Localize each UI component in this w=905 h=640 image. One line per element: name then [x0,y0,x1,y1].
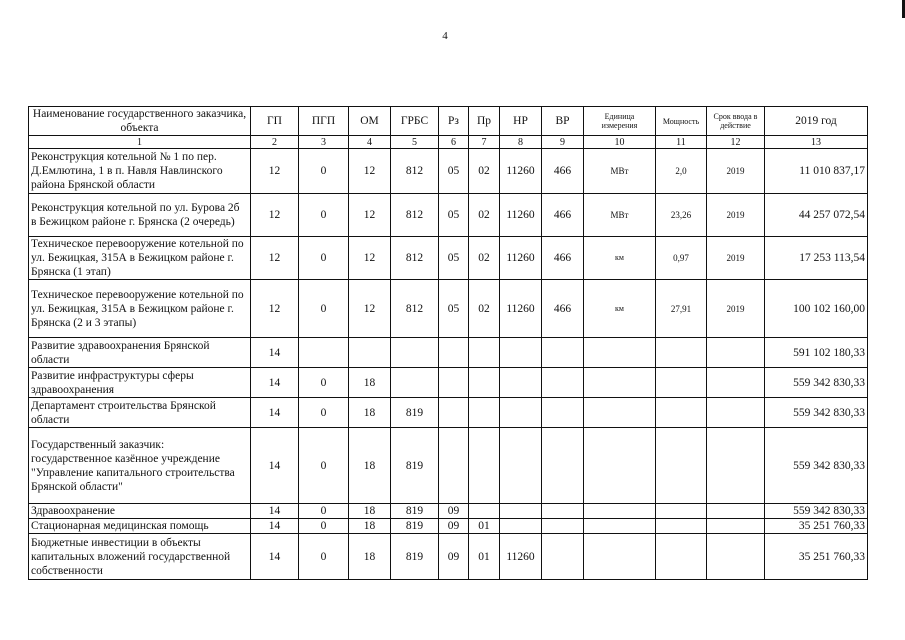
column-number: 8 [500,136,542,149]
header-unit: Единица измерения [584,107,656,136]
cell-capacity: 27,91 [656,280,707,338]
cell-om: 18 [349,504,391,519]
cell-name: Реконструкция котельной по ул. Бурова 2б в Бежицком районе г. Брянска (2 очередь) [29,194,251,237]
cell-commission [707,368,765,398]
cell-amount: 559 342 830,33 [765,368,868,398]
cell-gp: 12 [251,280,299,338]
cell-pr [469,398,500,428]
cell-capacity: 23,26 [656,194,707,237]
cell-amount: 559 342 830,33 [765,504,868,519]
cell-capacity [656,519,707,534]
cell-gp: 14 [251,338,299,368]
column-number: 4 [349,136,391,149]
table-row [29,534,868,580]
cell-om: 18 [349,428,391,504]
cell-om: 18 [349,534,391,580]
column-number: 9 [542,136,584,149]
cell-name: Техническое перевооружение котельной по ул. Бежицкая, 315А в Бежицком районе г. Брянска (1 этап) [29,237,251,280]
cell-nr [500,504,542,519]
cell-vr [542,368,584,398]
cell-amount: 35 251 760,33 [765,519,868,534]
cell-pr [469,428,500,504]
cell-ppgp: 0 [299,237,349,280]
cell-gp: 14 [251,534,299,580]
cell-commission: 2019 [707,280,765,338]
header-vr: ВР [542,107,584,136]
cell-nr [500,519,542,534]
cell-grbs: 812 [391,149,439,194]
cell-ppgp: 0 [299,398,349,428]
cell-name: Департамент строительства Брянской области [29,398,251,428]
cell-gp: 14 [251,428,299,504]
cell-commission [707,519,765,534]
cell-vr: 466 [542,194,584,237]
cell-unit: МВт [584,194,656,237]
header-name: Наименование государственного заказчика, объекта [29,107,251,136]
cell-pr: 02 [469,280,500,338]
cell-commission: 2019 [707,237,765,280]
cell-capacity [656,428,707,504]
cell-pr: 02 [469,237,500,280]
cell-om: 18 [349,519,391,534]
cell-unit: км [584,237,656,280]
cell-capacity [656,338,707,368]
header-grbs: ГРБС [391,107,439,136]
column-number-row [29,136,868,149]
cell-om [349,338,391,368]
cell-vr: 466 [542,280,584,338]
header-ppgp: ПГП [299,107,349,136]
cell-nr [500,398,542,428]
column-number: 2 [251,136,299,149]
cell-amount: 17 253 113,54 [765,237,868,280]
header-rz: Рз [439,107,469,136]
cell-vr: 466 [542,149,584,194]
cell-om: 12 [349,194,391,237]
page-number: 4 [442,30,448,42]
cell-capacity [656,368,707,398]
cell-rz [439,398,469,428]
header-om: ОМ [349,107,391,136]
cell-vr [542,428,584,504]
cell-unit [584,398,656,428]
cell-grbs: 819 [391,504,439,519]
cell-commission [707,534,765,580]
cell-rz [439,338,469,368]
cell-amount: 591 102 180,33 [765,338,868,368]
cell-capacity [656,398,707,428]
cell-grbs: 819 [391,519,439,534]
cell-gp: 14 [251,398,299,428]
cell-vr [542,534,584,580]
cell-rz: 05 [439,237,469,280]
header-gp: ГП [251,107,299,136]
cell-name: Государственный заказчик: государственное казённое учреждение "Управление капитального строительства Брянской области" [29,428,251,504]
cell-gp: 14 [251,519,299,534]
cell-nr [500,338,542,368]
cell-grbs [391,338,439,368]
cell-name: Реконструкция котельной № 1 по пер. Д.Емлютина, 1 в п. Навля Навлинского района Брянской области [29,149,251,194]
cell-grbs: 819 [391,534,439,580]
cell-om: 18 [349,368,391,398]
cell-grbs: 812 [391,237,439,280]
cell-commission [707,428,765,504]
cell-grbs: 819 [391,398,439,428]
cell-vr [542,398,584,428]
cell-ppgp: 0 [299,368,349,398]
cell-amount: 100 102 160,00 [765,280,868,338]
cell-capacity [656,504,707,519]
budget-table [28,106,868,580]
cell-pr [469,338,500,368]
column-number: 5 [391,136,439,149]
header-capacity: Мощность [656,107,707,136]
cell-gp: 12 [251,149,299,194]
cell-vr: 466 [542,237,584,280]
cell-rz: 09 [439,534,469,580]
cell-ppgp [299,338,349,368]
cell-vr [542,504,584,519]
cell-commission [707,338,765,368]
cell-vr [542,519,584,534]
cell-vr [542,338,584,368]
cell-om: 12 [349,149,391,194]
cell-nr: 11260 [500,149,542,194]
column-number: 12 [707,136,765,149]
cell-name: Развитие здравоохранения Брянской области [29,338,251,368]
cell-om: 18 [349,398,391,428]
cell-amount: 559 342 830,33 [765,398,868,428]
cell-nr: 11260 [500,534,542,580]
cell-unit: км [584,280,656,338]
cell-gp: 14 [251,504,299,519]
cell-grbs: 812 [391,194,439,237]
cell-gp: 12 [251,237,299,280]
cell-rz [439,368,469,398]
cell-rz [439,428,469,504]
cell-unit [584,338,656,368]
column-number: 10 [584,136,656,149]
cell-grbs: 812 [391,280,439,338]
cell-name: Бюджетные инвестиции в объекты капитальных вложений государственной собственности [29,534,251,580]
header-commission: Срок ввода в действие [707,107,765,136]
cell-unit: МВт [584,149,656,194]
header-year: 2019 год [765,107,868,136]
cell-ppgp: 0 [299,280,349,338]
table-row [29,398,868,428]
cell-ppgp: 0 [299,428,349,504]
cell-nr: 11260 [500,280,542,338]
cell-nr [500,368,542,398]
cell-nr: 11260 [500,194,542,237]
cell-pr [469,368,500,398]
cell-rz: 09 [439,504,469,519]
column-number: 11 [656,136,707,149]
cell-pr: 02 [469,149,500,194]
cell-name: Развитие инфраструктуры сферы здравоохранения [29,368,251,398]
cell-pr: 01 [469,534,500,580]
column-number: 6 [439,136,469,149]
cell-rz: 05 [439,194,469,237]
cell-unit [584,428,656,504]
header-row [29,107,868,136]
cell-unit [584,534,656,580]
table-row [29,237,868,280]
cell-amount: 11 010 837,17 [765,149,868,194]
table-row [29,194,868,237]
table-row [29,519,868,534]
cell-capacity [656,534,707,580]
cell-rz: 05 [439,149,469,194]
cell-gp: 14 [251,368,299,398]
cell-ppgp: 0 [299,194,349,237]
table-row [29,149,868,194]
column-number: 7 [469,136,500,149]
cell-gp: 12 [251,194,299,237]
cell-capacity: 0,97 [656,237,707,280]
column-number: 3 [299,136,349,149]
cell-grbs: 819 [391,428,439,504]
table-row [29,428,868,504]
cell-ppgp: 0 [299,519,349,534]
header-pr: Пр [469,107,500,136]
table-row [29,504,868,519]
cell-nr [500,428,542,504]
cell-om: 12 [349,237,391,280]
cell-amount: 35 251 760,33 [765,534,868,580]
table-row [29,280,868,338]
header-nr: НР [500,107,542,136]
cell-nr: 11260 [500,237,542,280]
cell-unit [584,519,656,534]
cell-name: Стационарная медицинская помощь [29,519,251,534]
cell-commission: 2019 [707,194,765,237]
cell-ppgp: 0 [299,504,349,519]
cell-grbs [391,368,439,398]
table-row [29,338,868,368]
cell-ppgp: 0 [299,534,349,580]
cell-pr: 01 [469,519,500,534]
cell-pr [469,504,500,519]
column-number: 13 [765,136,868,149]
cell-rz: 09 [439,519,469,534]
cell-commission: 2019 [707,149,765,194]
cell-capacity: 2,0 [656,149,707,194]
cell-name: Техническое перевооружение котельной по ул. Бежицкая, 315А в Бежицком районе г. Брянска (2 и 3 этапы) [29,280,251,338]
cell-om: 12 [349,280,391,338]
cell-ppgp: 0 [299,149,349,194]
cell-pr: 02 [469,194,500,237]
cell-unit [584,368,656,398]
cell-unit [584,504,656,519]
cell-amount: 44 257 072,54 [765,194,868,237]
cell-amount: 559 342 830,33 [765,428,868,504]
table-row [29,368,868,398]
cell-name: Здравоохранение [29,504,251,519]
cell-rz: 05 [439,280,469,338]
column-number: 1 [29,136,251,149]
cell-commission [707,398,765,428]
cell-commission [707,504,765,519]
